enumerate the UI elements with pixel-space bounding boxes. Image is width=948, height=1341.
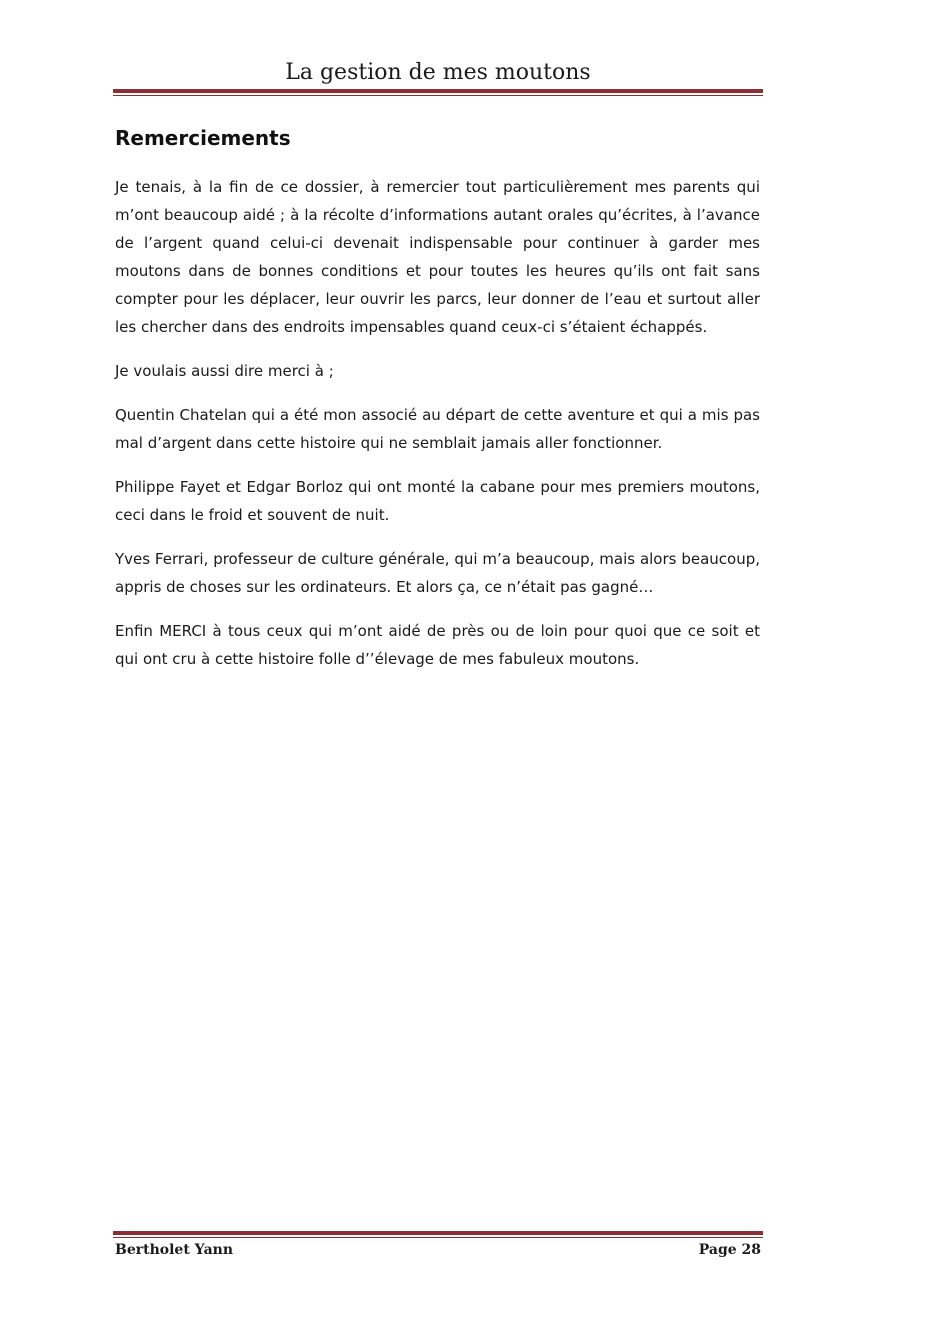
acknowledgements-body	[115, 173, 760, 689]
header-rule-thin	[113, 95, 763, 96]
header-rule	[113, 89, 763, 96]
paragraph-philippe-edgar: Philippe Fayet et Edgar Borloz qui ont monté la cabane pour mes premiers moutons, ceci dans le froid et souvent de nuit.	[115, 478, 760, 524]
footer-page-number: Page 28	[698, 1242, 761, 1258]
paragraph-yves: Yves Ferrari, professeur de culture générale, qui m’a beaucoup, mais alors beaucoup, appris de choses sur les ordinateurs. Et alors ça, ce n’était pas gagné…	[115, 550, 760, 596]
section-title: Remerciements	[115, 126, 291, 150]
paragraph-quentin: Quentin Chatelan qui a été mon associé au départ de cette aventure et qui a mis pas mal d’argent dans cette histoire qui ne semblait jamais aller fonctionner.	[115, 406, 760, 452]
running-header-title: La gestion de mes moutons	[285, 60, 591, 85]
paragraph-parents: Je tenais, à la fin de ce dossier, à remercier tout particulièrement mes parents qui m’ont beaucoup aidé ; à la récolte d’informations autant orales qu’écrites, à l’avance de l’argent quand celui-ci devenait indispensable pour continuer à garder mes moutons dans de bonnes conditions et pour toutes les heures qu’ils ont fait sans compter pour les déplacer, leur ouvrir les parcs, leur donner de l’eau et surtout aller les chercher dans des endroits impensables quand ceux-ci s’étaient échappés.	[115, 178, 760, 336]
footer-rule-thin	[113, 1237, 763, 1238]
footer-rule	[113, 1231, 763, 1238]
paragraph-merci: Enfin MERCI à tous ceux qui m’ont aidé de près ou de loin pour quoi que ce soit et qui ont cru à cette histoire folle d’’élevage de mes fabuleux moutons.	[115, 622, 760, 668]
footer-author: Bertholet Yann	[115, 1242, 234, 1258]
paragraph-intro-thanks: Je voulais aussi dire merci à ;	[115, 362, 334, 380]
footer-rule-thick	[113, 1231, 763, 1235]
header-rule-thick	[113, 89, 763, 93]
